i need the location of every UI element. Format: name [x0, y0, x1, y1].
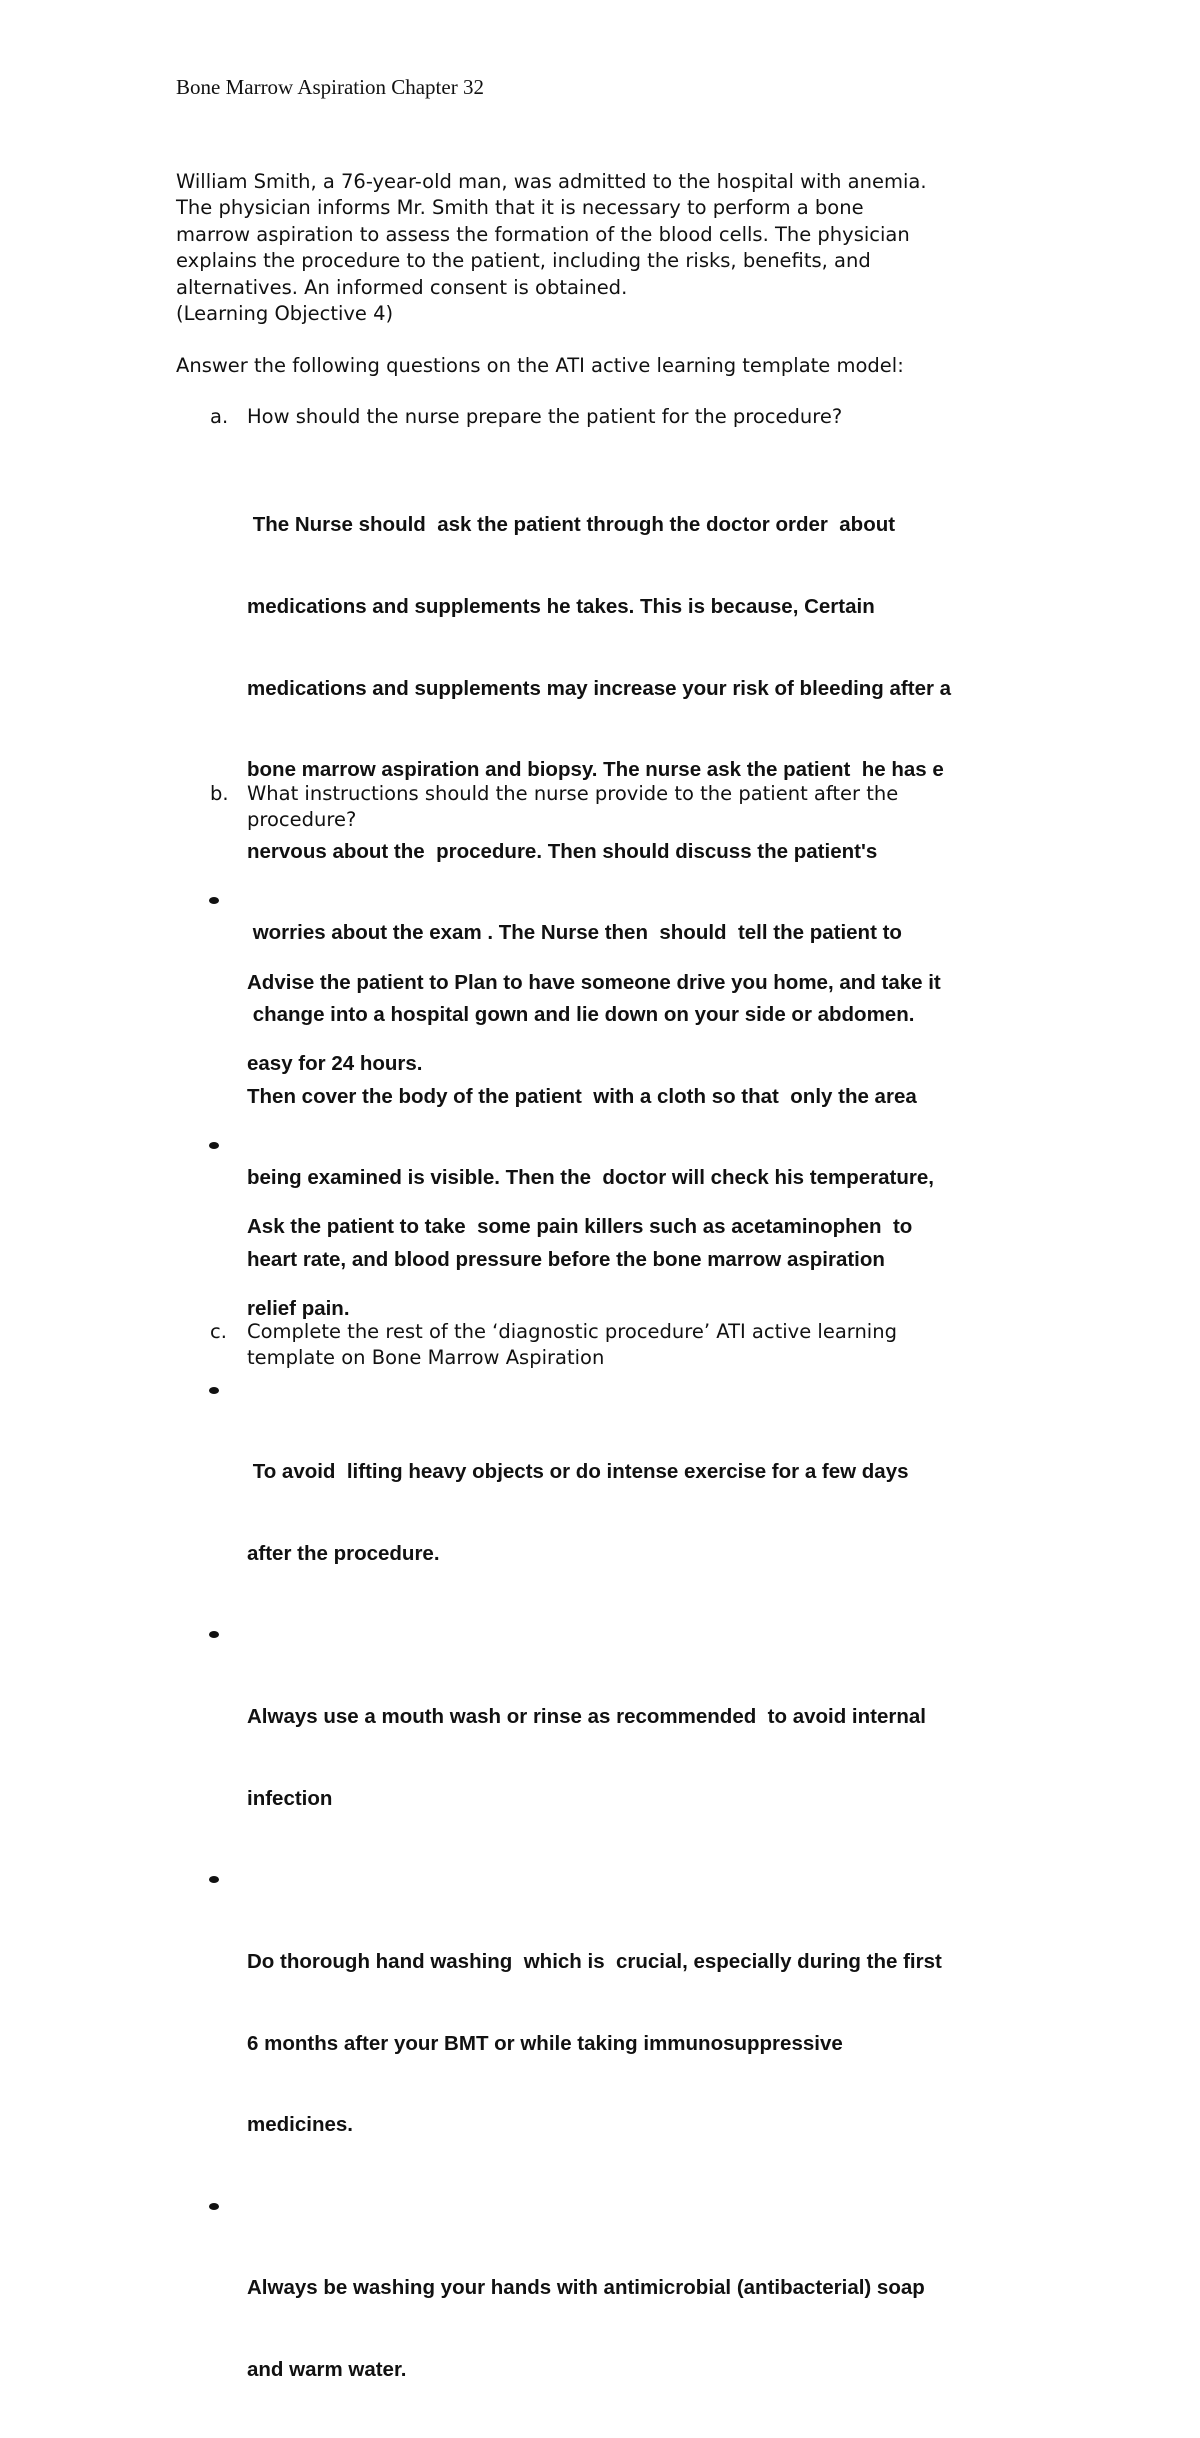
bullet-icon: [209, 897, 219, 904]
list-item-line: after the procedure.: [247, 1541, 440, 1565]
bullet-icon: [209, 1387, 219, 1394]
question-line: How should the nurse prepare the patient for the procedure?: [247, 405, 843, 428]
list-item-line: Advise the patient to Plan to have someone drive you home, and take it: [247, 970, 941, 994]
answer-line: The Nurse should ask the patient through the doctor order about: [247, 513, 896, 537]
list-item-line: 6 months after your BMT or while taking immunosuppressive: [247, 2031, 843, 2055]
list-item: [206, 2193, 942, 2438]
question-text: [247, 781, 898, 834]
list-item-line: easy for 24 hours.: [247, 1052, 423, 1076]
question-letter: c.: [210, 1320, 227, 1343]
answer-line: Then cover the body of the patient with a cloth so that only the area: [247, 1084, 917, 1108]
list-item: [206, 1377, 942, 1622]
list-item: [206, 1621, 942, 1866]
answer-line: being examined is visible. Then the doctor will check his temperature,: [247, 1166, 934, 1190]
question-line: procedure?: [247, 808, 357, 832]
question-line: template on Bone Marrow Aspiration: [247, 1346, 605, 1370]
question-line: What instructions should the nurse provide to the patient after the: [247, 782, 899, 805]
document-title: Bone Marrow Aspiration Chapter 32: [176, 75, 484, 99]
bullet-icon: [209, 2203, 219, 2210]
question-letter: a.: [210, 405, 229, 428]
learning-objective: (Learning Objective 4): [176, 302, 394, 326]
case-line: alternatives. An informed consent is obtained.: [176, 275, 628, 299]
question-letter: b.: [210, 782, 229, 805]
bullet-icon: [209, 1142, 219, 1149]
answer-line: bone marrow aspiration and biopsy. The nurse ask the patient he has e: [247, 758, 944, 782]
case-scenario: [176, 169, 1036, 327]
bullet-icon: [209, 1876, 219, 1883]
case-line: marrow aspiration to assess the formation of the blood cells. The physician: [176, 222, 910, 246]
list-item-line: and warm water.: [247, 2357, 407, 2381]
answer-line: medications and supplements may increase your risk of bleeding after a: [247, 676, 952, 700]
answer-line: change into a hospital gown and lie down on your side or abdomen.: [247, 1003, 915, 1027]
question-text: [247, 404, 842, 430]
list-item-line: To avoid lifting heavy objects or do intense exercise for a few days: [247, 1460, 909, 1484]
list-item-line: infection: [247, 1786, 333, 1810]
list-item-line: medicines.: [247, 2113, 353, 2137]
list-item-line: Always be washing your hands with antimicrobial (antibacterial) soap: [247, 2276, 925, 2300]
case-line: explains the procedure to the patient, including the risks, benefits, and: [176, 249, 871, 273]
list-item: [206, 1866, 942, 2192]
answer-line: worries about the exam . The Nurse then should tell the patient to: [247, 921, 902, 945]
instruction-text: Answer the following questions on the ATI active learning template model:: [176, 354, 904, 377]
answer-b-list: [206, 887, 942, 2438]
list-item: [206, 887, 942, 1132]
answer-line: nervous about the procedure. Then should discuss the patient's: [247, 839, 878, 863]
bullet-icon: [209, 1631, 219, 1638]
list-item-line: Do thorough hand washing which is crucial, especially during the first: [247, 1949, 942, 1973]
question-text: [247, 1319, 897, 1372]
answer-line: heart rate, and blood pressure before the bone marrow aspiration: [247, 1247, 885, 1271]
case-line: William Smith, a 76-year-old man, was admitted to the hospital with anemia.: [176, 170, 927, 193]
list-item-line: Ask the patient to take some pain killers such as acetaminophen to: [247, 1215, 913, 1239]
question-line: Complete the rest of the ‘diagnostic procedure’ ATI active learning: [247, 1320, 897, 1343]
case-line: The physician informs Mr. Smith that it is necessary to perform a bone: [176, 196, 864, 220]
answer-line: medications and supplements he takes. This is because, Certain: [247, 595, 875, 619]
list-item-line: Always use a mouth wash or rinse as recommended to avoid internal: [247, 1705, 926, 1729]
list-item-line: relief pain.: [247, 1297, 350, 1321]
